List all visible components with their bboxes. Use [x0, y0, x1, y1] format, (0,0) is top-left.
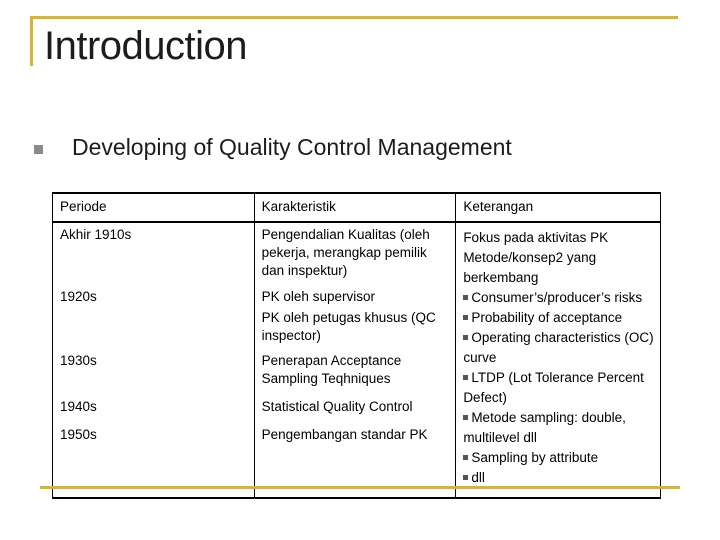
cell-periode: 1930s	[53, 349, 255, 395]
keterangan-item-text: LTDP (Lot Tolerance Percent Defect)	[463, 370, 644, 405]
bullet-square-icon	[463, 415, 468, 420]
keterangan-item	[463, 308, 654, 328]
cell-periode: Akhir 1910s	[53, 222, 255, 285]
keterangan-item-text: Operating characteristics (OC) curve	[463, 330, 654, 365]
cell-periode: 1920s	[53, 285, 255, 349]
bullet-square-icon	[34, 145, 43, 154]
table-row	[53, 222, 661, 285]
cell-karakteristik	[254, 222, 456, 285]
keterangan-intro: Metode/konsep2 yang berkembang	[463, 250, 597, 285]
karakteristik-text: PK oleh petugas khusus (QC inspector)	[261, 310, 436, 343]
cell-karakteristik	[254, 395, 456, 423]
header-keterangan: Keterangan	[456, 193, 661, 222]
keterangan-intro: Fokus pada aktivitas PK	[463, 230, 609, 245]
bullet-square-icon	[463, 375, 468, 380]
frame-top-line	[30, 16, 678, 19]
keterangan-item-text: Metode sampling: double, multilevel dll	[463, 410, 626, 445]
cell-karakteristik	[254, 349, 456, 395]
table-header-row	[53, 193, 661, 222]
keterangan-item-text: Sampling by attribute	[471, 450, 599, 465]
keterangan-item	[463, 468, 654, 488]
keterangan-item	[463, 408, 654, 448]
header-karakteristik: Karakteristik	[254, 193, 456, 222]
bullet-square-icon	[463, 335, 468, 340]
cell-karakteristik	[254, 285, 456, 349]
keterangan-item-text: dll	[471, 470, 485, 485]
cell-keterangan	[456, 222, 661, 498]
keterangan-item	[463, 288, 654, 308]
bullet-square-icon	[463, 295, 468, 300]
bullet-text: Developing of Quality Control Management	[72, 134, 512, 160]
keterangan-item-text: Probability of acceptance	[471, 310, 623, 325]
karakteristik-text: PK oleh supervisor	[261, 289, 375, 304]
bullet-square-icon	[463, 315, 468, 320]
keterangan-item	[463, 368, 654, 408]
keterangan-item	[463, 328, 654, 368]
keterangan-item	[463, 448, 654, 468]
header-periode: Periode	[53, 193, 255, 222]
cell-periode: 1950s	[53, 423, 255, 498]
karakteristik-text: Pengembangan standar PK	[261, 427, 428, 442]
quality-control-table	[52, 192, 661, 499]
frame-left-line	[30, 16, 33, 66]
karakteristik-text: Statistical Quality Control	[261, 399, 413, 414]
cell-periode: 1940s	[53, 395, 255, 423]
karakteristik-text: Penerapan Acceptance Sampling Teqhniques	[261, 353, 402, 386]
bullet-square-icon	[463, 475, 468, 480]
keterangan-item-text: Consumer’s/producer’s risks	[471, 290, 643, 305]
slide-title: Introduction	[44, 24, 248, 68]
karakteristik-text: Pengendalian Kualitas (oleh pekerja, merangkap pemilik dan inspektur)	[261, 227, 430, 278]
frame-bottom-line	[40, 486, 680, 489]
bullet-square-icon	[463, 455, 468, 460]
